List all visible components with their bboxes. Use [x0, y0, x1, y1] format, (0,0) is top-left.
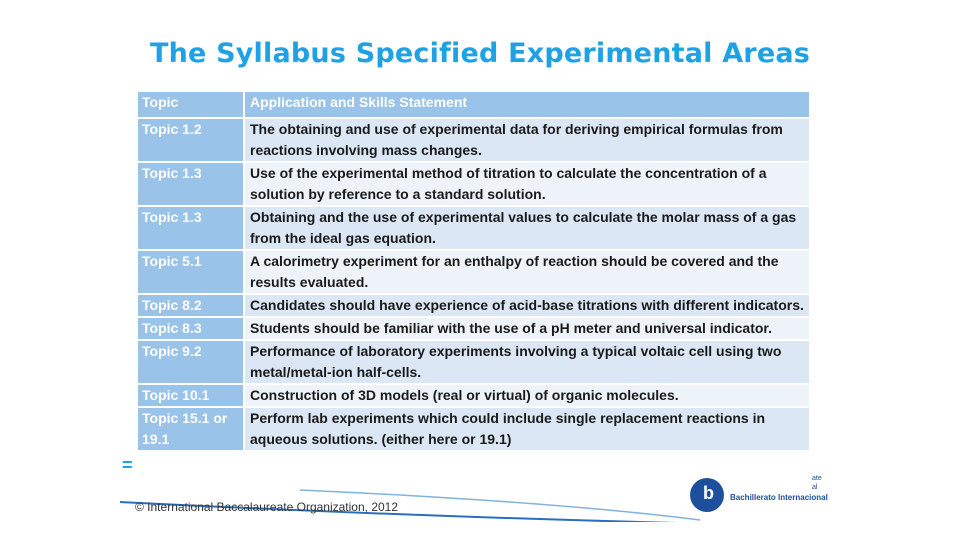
- slide-title: The Syllabus Specified Experimental Areas: [149, 38, 811, 69]
- row-topic: Topic 9.2: [137, 340, 244, 384]
- logo-text: ate: [812, 475, 822, 482]
- row-topic: Topic 15.1 or 19.1: [137, 407, 244, 451]
- row-topic: Topic 10.1: [137, 384, 244, 407]
- row-statement: Construction of 3D models (real or virtual) of organic molecules.: [244, 384, 810, 407]
- table-row: [137, 317, 810, 340]
- table-header-row: [137, 91, 810, 118]
- row-statement: Use of the experimental method of titration to calculate the concentration of a solution by reference to a standard solution.: [244, 162, 810, 206]
- logo-text: Bachillerato Internacional: [730, 493, 828, 502]
- row-statement: Students should be familiar with the use of a pH meter and universal indicator.: [244, 317, 810, 340]
- table-row: [137, 407, 810, 451]
- row-statement: The obtaining and use of experimental data for deriving empirical formulas from reactions involving mass changes.: [244, 118, 810, 162]
- row-topic: Topic 1.2: [137, 118, 244, 162]
- header-statement: Application and Skills Statement: [244, 91, 810, 118]
- row-statement: Performance of laboratory experiments involving a typical voltaic cell using two metal/metal-ion half-cells.: [244, 340, 810, 384]
- row-statement: Candidates should have experience of acid-base titrations with different indicators.: [244, 294, 810, 317]
- row-topic: Topic 8.3: [137, 317, 244, 340]
- row-statement: Perform lab experiments which could include single replacement reactions in aqueous solutions. (either here or 19.1): [244, 407, 810, 451]
- row-topic: Topic 8.2: [137, 294, 244, 317]
- row-topic: Topic 1.3: [137, 162, 244, 206]
- table-row: [137, 294, 810, 317]
- ib-logo-icon: b: [690, 478, 724, 512]
- table-row: [137, 340, 810, 384]
- table-row: [137, 384, 810, 407]
- copyright-text: © International Baccalaureate Organization, 2012: [135, 500, 399, 514]
- row-topic: Topic 1.3: [137, 206, 244, 250]
- logo-text: al: [812, 484, 818, 491]
- equals-decoration: =: [122, 455, 133, 475]
- row-statement: A calorimetry experiment for an enthalpy of reaction should be covered and the results evaluated.: [244, 250, 810, 294]
- table-row: [137, 206, 810, 250]
- table-row: [137, 250, 810, 294]
- row-statement: Obtaining and the use of experimental values to calculate the molar mass of a gas from the ideal gas equation.: [244, 206, 810, 250]
- table-row: [137, 118, 810, 162]
- experimental-areas-table: [136, 90, 811, 452]
- row-topic: Topic 5.1: [137, 250, 244, 294]
- table-row: [137, 162, 810, 206]
- header-topic: Topic: [137, 91, 244, 118]
